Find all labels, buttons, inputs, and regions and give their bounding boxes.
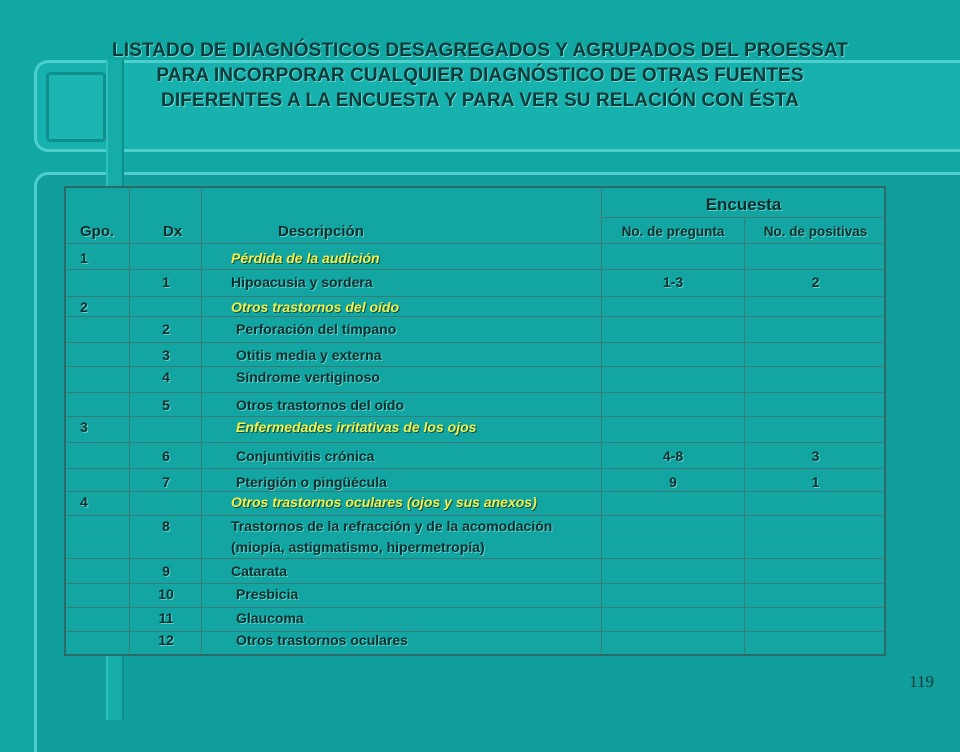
cell-gpo: 2 bbox=[80, 299, 88, 315]
row-divider bbox=[66, 366, 884, 367]
cell-no-positivas: 3 bbox=[811, 448, 820, 464]
row-divider bbox=[66, 296, 884, 297]
title-line-3: DIFERENTES A LA ENCUESTA Y PARA VER SU RELACIÓN CON ÉSTA bbox=[161, 90, 799, 111]
cell-no-pregunta: 1-3 bbox=[662, 274, 684, 290]
page-number: 119 bbox=[909, 672, 934, 691]
cell-dx: 7 bbox=[162, 474, 170, 490]
cell-description: Conjuntivitis crónica bbox=[236, 448, 375, 464]
cell-description: Pérdida de la audición bbox=[231, 250, 380, 266]
cell-description: Otros trastornos oculares bbox=[236, 632, 408, 648]
cell-description: Hipoacusia y sordera bbox=[231, 274, 373, 290]
cell-dx: 3 bbox=[162, 347, 170, 363]
row-divider bbox=[66, 442, 884, 443]
header-dx: Dx bbox=[163, 223, 183, 240]
cell-description: Otros trastornos del oído bbox=[236, 397, 405, 413]
row-divider bbox=[66, 342, 884, 343]
cell-no-pregunta: 9 bbox=[669, 474, 677, 490]
header-no-positivas: No. de positivas bbox=[763, 224, 868, 239]
cell-description: Presbicia bbox=[236, 586, 299, 602]
header-descripcion: Descripción bbox=[278, 223, 364, 240]
cell-description-line2: (miopía, astigmatismo, hipermetropía) bbox=[231, 539, 485, 555]
cell-description: Glaucoma bbox=[236, 610, 304, 626]
cell-dx: 9 bbox=[162, 563, 170, 579]
row-divider bbox=[66, 583, 884, 584]
diagnosis-table bbox=[64, 186, 886, 656]
cell-dx: 10 bbox=[158, 586, 174, 602]
col-divider-desc bbox=[601, 188, 602, 654]
row-divider bbox=[66, 607, 884, 608]
cell-dx: 11 bbox=[158, 610, 174, 626]
row-divider bbox=[66, 631, 884, 632]
cell-description: Perforación del tímpano bbox=[236, 321, 397, 337]
cell-description: Catarata bbox=[231, 563, 288, 579]
row-divider bbox=[66, 316, 884, 317]
cell-description: Trastornos de la refracción y de la acomodación bbox=[231, 518, 553, 534]
row-divider bbox=[66, 491, 884, 492]
slide-title bbox=[20, 38, 940, 113]
col-divider-dx bbox=[201, 188, 202, 654]
cell-dx: 12 bbox=[158, 632, 174, 648]
cell-description: Otitis media y externa bbox=[236, 347, 382, 363]
header-divider-bottom bbox=[66, 243, 884, 244]
cell-dx: 2 bbox=[162, 321, 170, 337]
row-divider bbox=[66, 468, 884, 469]
row-divider bbox=[66, 416, 884, 417]
header-divider-encuesta bbox=[601, 217, 884, 218]
row-divider bbox=[66, 269, 884, 270]
cell-description: Otros trastornos del oído bbox=[231, 299, 400, 315]
cell-gpo: 4 bbox=[80, 494, 88, 510]
cell-description: Pterigión o pingüécula bbox=[236, 474, 387, 490]
cell-no-positivas: 2 bbox=[811, 274, 820, 290]
title-line-2: PARA INCORPORAR CUALQUIER DIAGNÓSTICO DE OTRAS FUENTES bbox=[156, 65, 804, 86]
row-divider bbox=[66, 558, 884, 559]
col-divider-gpo bbox=[129, 188, 130, 654]
cell-description: Enfermedades irritativas de los ojos bbox=[236, 419, 477, 435]
cell-dx: 8 bbox=[162, 518, 170, 534]
cell-gpo: 1 bbox=[80, 250, 88, 266]
cell-dx: 1 bbox=[162, 274, 170, 290]
cell-no-pregunta: 4-8 bbox=[662, 448, 684, 464]
cell-no-positivas: 1 bbox=[811, 474, 820, 490]
row-divider bbox=[66, 515, 884, 516]
cell-description: Síndrome vertiginoso bbox=[236, 369, 380, 385]
cell-dx: 4 bbox=[162, 369, 170, 385]
cell-dx: 6 bbox=[162, 448, 170, 464]
title-line-1: LISTADO DE DIAGNÓSTICOS DESAGREGADOS Y AGRUPADOS DEL PROESSAT bbox=[112, 40, 848, 61]
cell-dx: 5 bbox=[162, 397, 170, 413]
cell-description: Otros trastornos oculares (ojos y sus anexos) bbox=[231, 494, 537, 510]
row-divider bbox=[66, 392, 884, 393]
header-encuesta: Encuesta bbox=[705, 195, 782, 214]
header-gpo: Gpo. bbox=[80, 223, 115, 240]
header-no-pregunta: No. de pregunta bbox=[621, 224, 725, 239]
cell-gpo: 3 bbox=[80, 419, 88, 435]
